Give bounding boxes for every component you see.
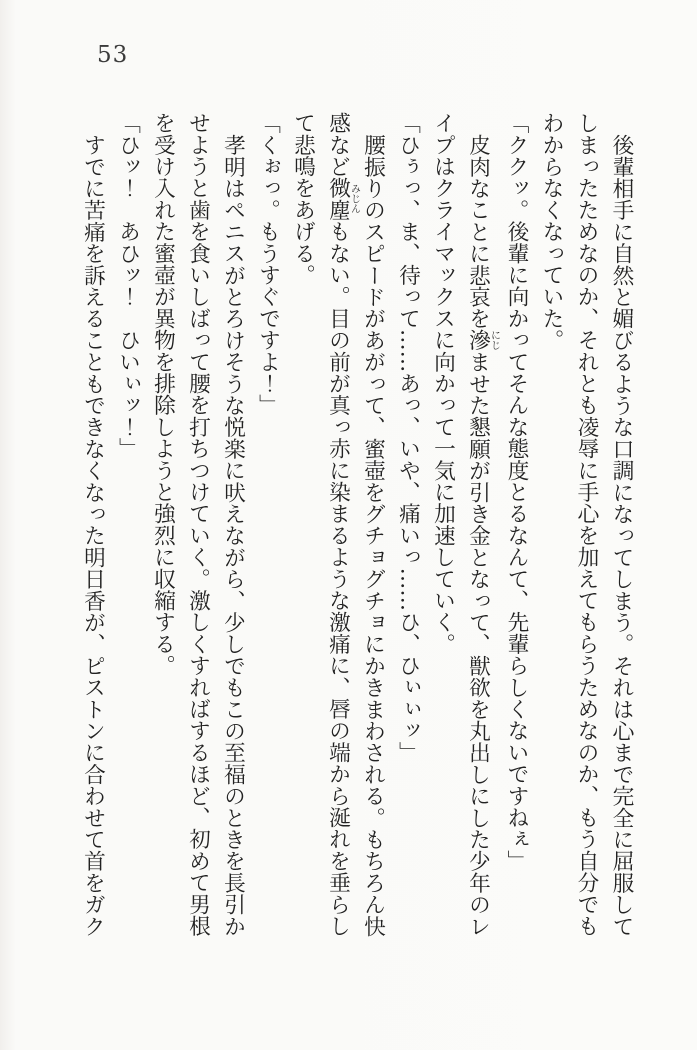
paragraph [426, 112, 500, 938]
ruby-text: みじん [348, 177, 360, 221]
text-run: 「くぉっ。もうすぐですよ！」 [255, 112, 281, 416]
paragraph [146, 112, 251, 938]
paragraph [76, 112, 111, 938]
ruby-base: 微塵 [325, 177, 351, 221]
text-run: 孝明はペニスがとろけそうな悦楽に吠えながら、少しでもこの至福のときを長引かせようと歯を食いしばって腰を打ちつけていく。激しくすればするほど、初めて男根を受け入れた蜜壺が異物を排除しようと強烈に収縮する。 [150, 112, 246, 937]
paragraph [111, 112, 146, 938]
text-run: 「ひぅっ、ま、待って……あっ、いや、痛いっ……ひ、ひぃぃッ」 [395, 112, 421, 763]
text-run: 皮肉なことに悲哀を [465, 133, 491, 329]
ruby-annotation [325, 177, 360, 221]
paragraph [534, 112, 639, 938]
page-number: 53 [97, 42, 129, 68]
text-run: もない。目の前が真っ赤に染まるような激痛に、唇の端から涎れを垂らして悲鳴をあげる。 [290, 112, 351, 937]
ruby-annotation [465, 329, 500, 351]
text-run: 腰振りのスピードがあがって、蜜壺をグチョグチョにかきまわされる。もちろん快感など [325, 112, 386, 937]
paragraph [499, 112, 534, 938]
text-block [76, 112, 640, 938]
text-run: すでに苦痛を訴えることもできなくなった明日香が、ピストンに合わせて首をガク [80, 133, 106, 937]
paragraph [286, 112, 391, 938]
ruby-text: にじ [488, 329, 500, 351]
paragraph [251, 112, 286, 938]
text-run: ませた懇願が引き金となって、獣欲を丸出しにした少年のレイプはクライマックスに向かって一気に加速していく。 [430, 112, 491, 937]
text-run: 後輩相手に自然と媚びるような口調になってしまう。それは心まで完全に屈服してしまったためなのか、それとも凌辱に手心を加えてもらうためなのか、もう自分でもわからなくなっていた。 [539, 112, 634, 937]
ruby-base: 滲 [465, 329, 491, 351]
text-run: 「ひッ！ あひッ！ ひいぃッ！」 [115, 112, 141, 460]
text-run: 「ククッ。後輩に向かってそんな態度とるなんて、先輩らしくないですねぇ」 [504, 112, 529, 872]
paragraph [391, 112, 426, 938]
